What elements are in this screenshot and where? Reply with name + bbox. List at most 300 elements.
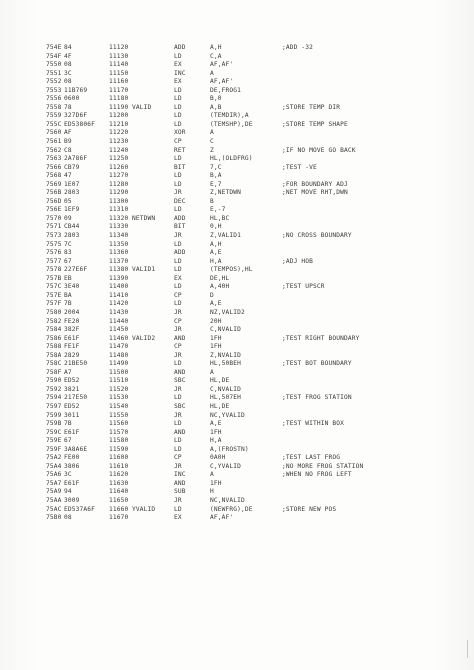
line-number-cell: 11240: [109, 146, 129, 154]
line-number-cell: 11600: [109, 454, 129, 462]
opcode-cell: JR: [174, 411, 182, 419]
line-number-cell: 11440: [109, 317, 129, 325]
comment-cell: ;TEST RIGHT BOUNDARY: [282, 334, 360, 342]
machine-code-cell: 21BE50: [64, 360, 88, 368]
comment-cell: ;TEST FROG STATION: [282, 394, 352, 402]
line-number-cell: 11480: [109, 351, 129, 359]
opcode-cell: LD: [174, 52, 182, 60]
address-cell: 7553: [46, 86, 62, 94]
comment-cell: ;STORE TEMP SHAPE: [282, 120, 348, 128]
operand-cell: 1FH: [210, 428, 222, 436]
comment-cell: ;ADD -32: [282, 44, 314, 51]
opcode-cell: LD: [174, 420, 182, 428]
comment-cell: ;NET MOVE RHT,DWN: [282, 189, 348, 197]
operand-cell: DE,FROG1: [210, 86, 242, 94]
opcode-cell: AND: [174, 428, 186, 436]
line-number-cell: 11390: [109, 274, 129, 282]
machine-code-cell: E61F: [64, 428, 80, 436]
operand-cell: A,E: [210, 300, 222, 308]
address-cell: 759E: [46, 437, 62, 445]
machine-code-cell: ED537A6F: [64, 505, 96, 513]
line-number-cell: 11530: [109, 394, 129, 402]
operand-cell: E,7: [210, 180, 222, 188]
opcode-cell: INC: [174, 69, 186, 77]
comment-cell: ;TEST BOT BOUNDARY: [282, 360, 352, 368]
machine-code-cell: FE20: [64, 317, 80, 325]
opcode-cell: CP: [174, 138, 182, 146]
label-cell: NETDWN: [132, 214, 156, 222]
operand-cell: AF,AF': [210, 78, 234, 86]
address-cell: 75A7: [46, 479, 62, 487]
operand-cell: A,40H: [210, 283, 230, 291]
operand-cell: A: [210, 368, 214, 376]
line-number-cell: 11200: [109, 112, 129, 120]
line-number-cell: 11620: [109, 471, 129, 479]
comment-cell: ;NO MORE FROG STATION: [282, 462, 364, 470]
operand-cell: NC,NVALID: [210, 496, 245, 504]
address-cell: 758C: [46, 360, 62, 368]
line-number-cell: 11430: [109, 308, 129, 316]
opcode-cell: LD: [174, 505, 182, 513]
line-number-cell: 11520: [109, 385, 129, 393]
opcode-cell: LD: [174, 437, 182, 445]
operand-cell: 7,C: [210, 163, 222, 171]
operand-cell: C,YVALID: [210, 462, 242, 470]
operand-cell: Z,NVALID: [210, 351, 242, 359]
operand-cell: B,0: [210, 95, 222, 103]
label-cell: VALID1: [132, 266, 156, 274]
line-number-cell: 11250: [109, 155, 129, 163]
operand-cell: NC,YVALID: [210, 411, 245, 419]
opcode-cell: AND: [174, 368, 186, 376]
machine-code-cell: 327D6F: [64, 112, 88, 120]
address-cell: 7558: [46, 103, 62, 111]
address-cell: 7551: [46, 69, 62, 77]
operand-cell: Z,VALID1: [210, 232, 242, 240]
operand-cell: E,-7: [210, 206, 226, 214]
opcode-cell: CP: [174, 454, 182, 462]
operand-cell: H,A: [210, 257, 222, 265]
comment-cell: ;FOR BOUNDARY ADJ: [282, 180, 348, 188]
line-number-cell: 11400: [109, 283, 129, 291]
machine-code-cell: E61F: [64, 479, 80, 487]
line-number-cell: 11580: [109, 437, 129, 445]
operand-cell: 1FH: [210, 479, 222, 487]
operand-cell: 20H: [210, 317, 222, 325]
machine-code-cell: 1EF9: [64, 206, 80, 214]
machine-code-cell: 3C: [64, 471, 72, 479]
line-number-cell: 11270: [109, 172, 129, 180]
operand-cell: DE,HL: [210, 274, 230, 282]
operand-cell: HL,DE: [210, 402, 230, 410]
address-cell: 757F: [46, 300, 62, 308]
line-number-cell: 11210: [109, 120, 129, 128]
operand-cell: Z,NETDWN: [210, 189, 242, 197]
machine-code-cell: 0600: [64, 95, 80, 103]
machine-code-cell: CB44: [64, 223, 80, 231]
line-number-cell: 11420: [109, 300, 129, 308]
opcode-cell: JR: [174, 462, 182, 470]
address-cell: 7588: [46, 343, 62, 351]
machine-code-cell: 94: [64, 488, 72, 496]
address-cell: 758A: [46, 351, 62, 359]
address-cell: 7594: [46, 394, 62, 402]
opcode-cell: LD: [174, 445, 182, 453]
address-cell: 757C: [46, 283, 62, 291]
machine-code-cell: 3821: [64, 385, 80, 393]
opcode-cell: CP: [174, 317, 182, 325]
address-cell: 757E: [46, 291, 62, 299]
operand-cell: HL,(OLDFRG): [210, 155, 253, 163]
opcode-cell: BIT: [174, 163, 186, 171]
operand-cell: C,NVALID: [210, 326, 242, 334]
line-number-cell: 11230: [109, 138, 129, 146]
address-cell: 758F: [46, 368, 62, 376]
label-cell: YVALID: [132, 505, 156, 513]
address-cell: 757B: [46, 274, 62, 282]
address-cell: 7568: [46, 172, 62, 180]
line-number-cell: 11500: [109, 368, 129, 376]
machine-code-cell: 4F: [64, 52, 72, 60]
line-number-cell: 11610: [109, 462, 129, 470]
line-number-cell: 11150: [109, 69, 129, 77]
address-cell: 7563: [46, 155, 62, 163]
address-cell: 75B0: [46, 514, 62, 522]
operand-cell: 0,H: [210, 223, 222, 231]
opcode-cell: JR: [174, 189, 182, 197]
line-number-cell: 11120: [109, 44, 129, 51]
opcode-cell: INC: [174, 471, 186, 479]
machine-code-cell: C8: [64, 146, 72, 154]
line-number-cell: 11370: [109, 257, 129, 265]
machine-code-cell: 47: [64, 172, 72, 180]
operand-cell: H: [210, 488, 214, 496]
line-number-cell: 11340: [109, 232, 129, 240]
opcode-cell: ADD: [174, 214, 186, 222]
opcode-cell: SUB: [174, 488, 186, 496]
opcode-cell: LD: [174, 257, 182, 265]
address-cell: 759F: [46, 445, 62, 453]
operand-cell: HL,DE: [210, 377, 230, 385]
opcode-cell: RET: [174, 146, 186, 154]
address-cell: 75AC: [46, 505, 62, 513]
comment-cell: ;ADJ HOB: [282, 257, 314, 265]
address-cell: 7573: [46, 232, 62, 240]
machine-code-cell: ED52: [64, 402, 80, 410]
opcode-cell: JR: [174, 308, 182, 316]
machine-code-cell: 83: [64, 249, 72, 257]
operand-cell: AF,AF': [210, 61, 234, 69]
address-cell: 7582: [46, 317, 62, 325]
machine-code-cell: 2004: [64, 308, 80, 316]
opcode-cell: AND: [174, 334, 186, 342]
machine-code-cell: 217E50: [64, 394, 88, 402]
line-number-cell: 11470: [109, 343, 129, 351]
opcode-cell: LD: [174, 360, 182, 368]
machine-code-cell: A7: [64, 368, 72, 376]
opcode-cell: EX: [174, 514, 182, 522]
line-number-cell: 11660: [109, 505, 129, 513]
opcode-cell: JR: [174, 326, 182, 334]
operand-cell: (TEMPOS),HL: [210, 266, 253, 274]
address-cell: 75A2: [46, 454, 62, 462]
operand-cell: 0A0H: [210, 454, 226, 462]
address-cell: 7561: [46, 138, 62, 146]
address-cell: 759C: [46, 428, 62, 436]
line-number-cell: 11130: [109, 52, 129, 60]
address-cell: 7586: [46, 334, 62, 342]
opcode-cell: CP: [174, 343, 182, 351]
label-cell: VALID2: [132, 334, 156, 342]
opcode-cell: LD: [174, 283, 182, 291]
machine-code-cell: ED52: [64, 377, 80, 385]
opcode-cell: LD: [174, 206, 182, 214]
operand-cell: AF,AF': [210, 514, 234, 522]
address-cell: 756B: [46, 189, 62, 197]
line-number-cell: 11540: [109, 402, 129, 410]
machine-code-cell: 08: [64, 514, 72, 522]
comment-cell: ;NO CROSS BOUNDARY: [282, 232, 352, 240]
machine-code-cell: 1E07: [64, 180, 80, 188]
opcode-cell: LD: [174, 180, 182, 188]
opcode-cell: ADD: [174, 249, 186, 257]
machine-code-cell: 08: [64, 78, 72, 86]
line-number-cell: 11640: [109, 488, 129, 496]
machine-code-cell: 227E6F: [64, 266, 88, 274]
address-cell: 7566: [46, 163, 62, 171]
address-cell: 7599: [46, 411, 62, 419]
line-number-cell: 11140: [109, 61, 129, 69]
machine-code-cell: 3E40: [64, 283, 80, 291]
address-cell: 7569: [46, 180, 62, 188]
operand-cell: A: [210, 471, 214, 479]
address-cell: 7592: [46, 385, 62, 393]
operand-cell: HL,BC: [210, 214, 230, 222]
operand-cell: (TEMDIR),A: [210, 112, 249, 120]
address-cell: 7578: [46, 266, 62, 274]
address-cell: 755C: [46, 120, 62, 128]
comment-cell: ;TEST LAST FROG: [282, 454, 341, 462]
scan-edge-mark: [467, 640, 468, 658]
operand-cell: A,H: [210, 240, 222, 248]
comment-cell: ;WHEN NO FROG LEFT: [282, 471, 352, 479]
machine-code-cell: 382F: [64, 326, 80, 334]
line-number-cell: 11320: [109, 214, 129, 222]
opcode-cell: LD: [174, 240, 182, 248]
machine-code-cell: 7B: [64, 420, 72, 428]
machine-code-cell: FE00: [64, 454, 80, 462]
line-number-cell: 11290: [109, 189, 129, 197]
operand-cell: A,E: [210, 420, 222, 428]
address-cell: 75A6: [46, 471, 62, 479]
line-number-cell: 11280: [109, 180, 129, 188]
line-number-cell: 11170: [109, 86, 129, 94]
address-cell: 7571: [46, 223, 62, 231]
line-number-cell: 11380: [109, 266, 129, 274]
machine-code-cell: 3009: [64, 496, 80, 504]
opcode-cell: LD: [174, 300, 182, 308]
opcode-cell: EX: [174, 274, 182, 282]
opcode-cell: LD: [174, 86, 182, 94]
machine-code-cell: 2803: [64, 189, 80, 197]
opcode-cell: LD: [174, 120, 182, 128]
operand-cell: 1FH: [210, 343, 222, 351]
machine-code-cell: 3806: [64, 462, 80, 470]
operand-cell: C,A: [210, 52, 222, 60]
comment-cell: ;TEST UPSCR: [282, 283, 325, 291]
address-cell: 7550: [46, 61, 62, 69]
address-cell: 75A4: [46, 462, 62, 470]
comment-cell: ;STORE TEMP DIR: [282, 103, 341, 111]
line-number-cell: 11450: [109, 326, 129, 334]
address-cell: 754E: [46, 44, 62, 51]
address-cell: 754F: [46, 52, 62, 60]
address-cell: 7562: [46, 146, 62, 154]
operand-cell: B,A: [210, 172, 222, 180]
machine-code-cell: 7C: [64, 240, 72, 248]
operand-cell: HL,507EH: [210, 394, 242, 402]
address-cell: 756E: [46, 206, 62, 214]
address-cell: 7575: [46, 240, 62, 248]
line-number-cell: 11310: [109, 206, 129, 214]
operand-cell: H,A: [210, 437, 222, 445]
line-number-cell: 11460: [109, 334, 129, 342]
opcode-cell: AND: [174, 479, 186, 487]
operand-cell: NZ,VALID2: [210, 308, 245, 316]
address-cell: 759B: [46, 420, 62, 428]
machine-code-cell: 3A8A6E: [64, 445, 88, 453]
opcode-cell: LD: [174, 103, 182, 111]
opcode-cell: LD: [174, 112, 182, 120]
opcode-cell: CP: [174, 291, 182, 299]
opcode-cell: EX: [174, 61, 182, 69]
operand-cell: A,B: [210, 103, 222, 111]
address-cell: 75AA: [46, 496, 62, 504]
line-number-cell: 11570: [109, 428, 129, 436]
operand-cell: A: [210, 129, 214, 137]
opcode-cell: LD: [174, 155, 182, 163]
machine-code-cell: ED53806F: [64, 120, 96, 128]
opcode-cell: LD: [174, 95, 182, 103]
line-number-cell: 11260: [109, 163, 129, 171]
opcode-cell: LD: [174, 266, 182, 274]
opcode-cell: JR: [174, 496, 182, 504]
opcode-cell: EX: [174, 78, 182, 86]
comment-cell: ;TEST -VE: [282, 163, 317, 171]
machine-code-cell: 3C: [64, 69, 72, 77]
opcode-cell: SBC: [174, 402, 186, 410]
line-number-cell: 11490: [109, 360, 129, 368]
operand-cell: Z: [210, 146, 214, 154]
line-number-cell: 11650: [109, 496, 129, 504]
address-cell: 756D: [46, 197, 62, 205]
comment-cell: ;TEST WITHIN BOX: [282, 420, 345, 428]
address-cell: 7556: [46, 95, 62, 103]
line-number-cell: 11510: [109, 377, 129, 385]
machine-code-cell: E61F: [64, 334, 80, 342]
comment-cell: ;STORE NEW POS: [282, 505, 337, 513]
operand-cell: A: [210, 69, 214, 77]
operand-cell: A,E: [210, 249, 222, 257]
machine-code-cell: 2803: [64, 232, 80, 240]
opcode-cell: SBC: [174, 377, 186, 385]
line-number-cell: 11560: [109, 420, 129, 428]
line-number-cell: 11590: [109, 445, 129, 453]
operand-cell: A,H: [210, 44, 222, 51]
comment-cell: ;IF NO MOVE GO BACK: [282, 146, 356, 154]
address-cell: 7590: [46, 377, 62, 385]
operand-cell: 1FH: [210, 334, 222, 342]
address-cell: 7580: [46, 308, 62, 316]
machine-code-cell: 05: [64, 197, 72, 205]
machine-code-cell: 7B: [64, 300, 72, 308]
address-cell: 7576: [46, 249, 62, 257]
machine-code-cell: FE1F: [64, 343, 80, 351]
machine-code-cell: 78: [64, 103, 72, 111]
line-number-cell: 11630: [109, 479, 129, 487]
opcode-cell: LD: [174, 394, 182, 402]
operand-cell: HL,50BEH: [210, 360, 242, 368]
line-number-cell: 11190: [109, 103, 129, 111]
address-cell: 7584: [46, 326, 62, 334]
machine-code-cell: AF: [64, 129, 72, 137]
machine-code-cell: 67: [64, 257, 72, 265]
operand-cell: A,(FROSTN): [210, 445, 249, 453]
opcode-cell: ADD: [174, 44, 186, 51]
machine-code-cell: BA: [64, 291, 72, 299]
line-number-cell: 11220: [109, 129, 129, 137]
line-number-cell: 11350: [109, 240, 129, 248]
opcode-cell: JR: [174, 351, 182, 359]
machine-code-cell: 84: [64, 44, 72, 51]
machine-code-cell: CB79: [64, 163, 80, 171]
machine-code-cell: EB: [64, 274, 72, 282]
machine-code-cell: B9: [64, 138, 72, 146]
address-cell: 7552: [46, 78, 62, 86]
line-number-cell: 11410: [109, 291, 129, 299]
machine-code-cell: 67: [64, 437, 72, 445]
machine-code-cell: 2A786F: [64, 155, 88, 163]
machine-code-cell: 08: [64, 61, 72, 69]
opcode-cell: JR: [174, 232, 182, 240]
operand-cell: D: [210, 291, 214, 299]
line-number-cell: 11550: [109, 411, 129, 419]
machine-code-cell: 09: [64, 214, 72, 222]
opcode-cell: LD: [174, 172, 182, 180]
operand-cell: (NEWFRG),DE: [210, 505, 253, 513]
address-cell: 7560: [46, 129, 62, 137]
line-number-cell: 11670: [109, 514, 129, 522]
line-number-cell: 11160: [109, 78, 129, 86]
address-cell: 75A9: [46, 488, 62, 496]
opcode-cell: DEC: [174, 197, 186, 205]
address-cell: 7577: [46, 257, 62, 265]
line-number-cell: 11330: [109, 223, 129, 231]
machine-code-cell: 3011: [64, 411, 80, 419]
address-cell: 7570: [46, 214, 62, 222]
operand-cell: C,NVALID: [210, 385, 242, 393]
line-number-cell: 11180: [109, 95, 129, 103]
operand-cell: B: [210, 197, 214, 205]
line-number-cell: 11300: [109, 197, 129, 205]
opcode-cell: BIT: [174, 223, 186, 231]
operand-cell: C: [210, 138, 214, 146]
address-cell: 7597: [46, 402, 62, 410]
operand-cell: (TEMSHP),DE: [210, 120, 253, 128]
line-number-cell: 11360: [109, 249, 129, 257]
label-cell: VALID: [132, 103, 152, 111]
machine-code-cell: 11B769: [64, 86, 88, 94]
